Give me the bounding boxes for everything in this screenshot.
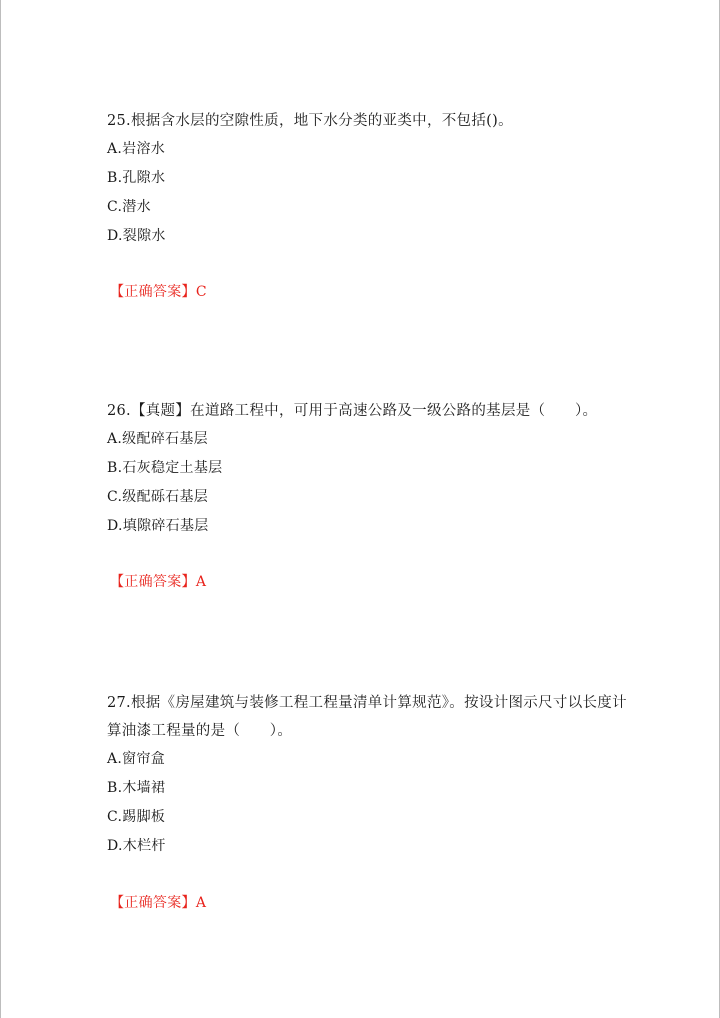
option-a: A.岩溶水	[107, 141, 166, 157]
question-text: 26.【真题】在道路工程中，可用于高速公路及一级公路的基层是（ ）。	[107, 403, 598, 419]
option-d: D.填隙碎石基层	[107, 518, 209, 534]
answer-label: 【正确答案】	[110, 574, 196, 590]
option-c: C.级配砾石基层	[107, 489, 209, 505]
answer-27	[110, 892, 206, 912]
answer-value: C	[195, 284, 207, 300]
answer-label: 【正确答案】	[110, 895, 196, 911]
answer-26	[110, 571, 206, 591]
question-25	[107, 107, 637, 251]
option-b: B.木墙裙	[107, 780, 166, 796]
option-b: B.孔隙水	[107, 170, 166, 186]
answer-value: A	[195, 895, 207, 911]
option-a: A.级配碎石基层	[107, 431, 208, 447]
option-d: D.裂隙水	[107, 228, 166, 244]
option-b: B.石灰稳定土基层	[107, 460, 223, 476]
answer-label: 【正确答案】	[110, 284, 196, 300]
option-c: C.踢脚板	[107, 809, 166, 825]
answer-25	[110, 281, 207, 301]
option-c: C.潜水	[107, 199, 151, 215]
answer-value: A	[195, 574, 207, 590]
page-border-left	[0, 0, 1, 1018]
option-a: A.窗帘盒	[107, 751, 166, 767]
question-text: 27.根据《房屋建筑与装修工程工程量清单计算规范》。按设计图示尺寸以长度计	[107, 695, 627, 711]
option-d: D.木栏杆	[107, 838, 166, 854]
question-26	[107, 397, 637, 541]
question-text: 25.根据含水层的空隙性质，地下水分类的亚类中，不包括()。	[107, 113, 513, 129]
question-text-continued: 算油漆工程量的是（ ）。	[107, 723, 293, 739]
question-27	[107, 689, 637, 861]
